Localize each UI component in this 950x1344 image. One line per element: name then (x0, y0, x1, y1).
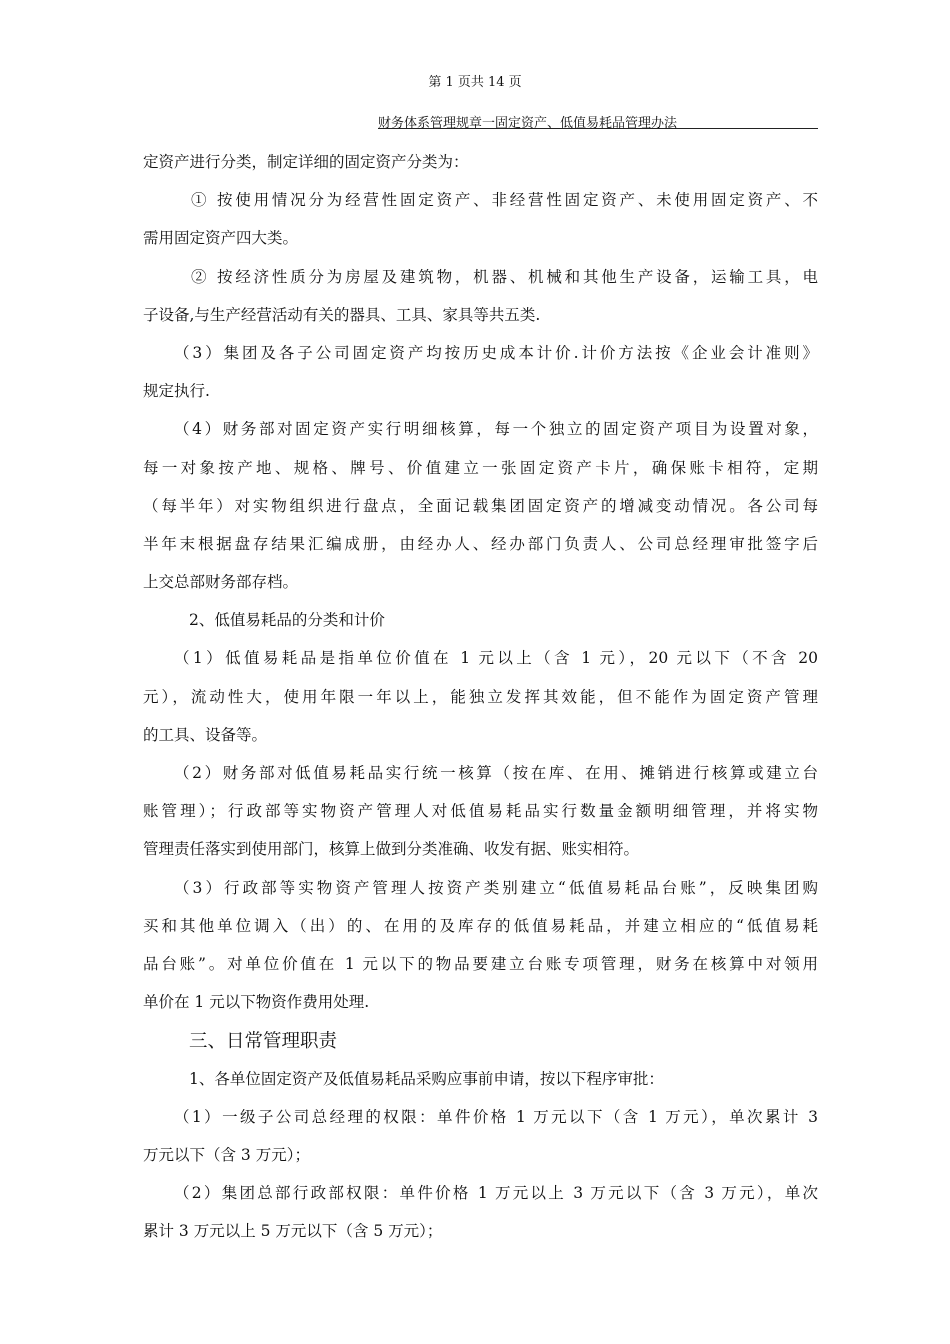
paragraph-line: 买和其他单位调入（出）的、在用的及库存的低值易耗品，并建立相应的“低值易耗 (143, 916, 818, 935)
paragraph-line: 1、各单位固定资产及低值易耗品采购应事前申请，按以下程序审批： (189, 1069, 664, 1088)
paragraph-line: （每半年）对实物组织进行盘点，全面记载集团固定资产的增减变动情况。各公司每 (143, 496, 818, 515)
paragraph-line: 子设备,与生产经营活动有关的器具、工具、家具等共五类. (143, 305, 541, 324)
paragraph-line: 累计 3 万元以上 5 万元以下（含 5 万元）； (143, 1222, 443, 1241)
paragraph-line: （3）行政部等实物资产管理人按资产类别建立“低值易耗品台账”，反映集团购 (174, 878, 818, 897)
paragraph-line: ① 按使用情况分为经营性固定资产、非经营性固定资产、未使用固定资产、不 (191, 191, 818, 210)
document-body (143, 150, 818, 1257)
paragraph-line: 2、低值易耗品的分类和计价 (189, 611, 385, 630)
paragraph-line: （1）低值易耗品是指单位价值在 1 元以上（含 1 元），20 元以下（不含 20 (174, 649, 818, 668)
running-header: 财务体系管理规章一固定资产、低值易耗品管理办法 (378, 112, 818, 129)
paragraph-line: 规定执行. (143, 382, 210, 401)
paragraph-line: （4）财务部对固定资产实行明细核算，每一个独立的固定资产项目为设置对象， (174, 420, 818, 439)
paragraph-line: （2）财务部对低值易耗品实行统一核算（按在库、在用、摊销进行核算或建立台 (174, 764, 818, 782)
paragraph-line: 每一对象按产地、规格、牌号、价值建立一张固定资产卡片，确保账卡相符，定期 (143, 458, 818, 477)
paragraph-line: 的工具、设备等。 (143, 725, 268, 744)
paragraph-line: 单价在 1 元以下物资作费用处理. (143, 993, 370, 1012)
paragraph-line: 账管理）；行政部等实物资产管理人对低值易耗品实行数量金额明细管理，并将实物 (143, 802, 818, 821)
page-number: 第 1 页共 14 页 (428, 75, 522, 90)
paragraph-line: （1）一级子公司总经理的权限：单件价格 1 万元以下（含 1 万元），单次累计 3 (174, 1107, 818, 1126)
paragraph-line: 万元以下（含 3 万元）； (143, 1145, 310, 1164)
paragraph-line: ② 按经济性质分为房屋及建筑物，机器、机械和其他生产设备，运输工具，电 (191, 267, 818, 286)
paragraph-line: 定资产进行分类，制定详细的固定资产分类为： (143, 153, 469, 171)
paragraph-line: （3）集团及各子公司固定资产均按历史成本计价.计价方法按《企业会计准则》 (174, 343, 818, 362)
paragraph-line: 上交总部财务部存档。 (143, 573, 299, 592)
paragraph-line: 品台账”。对单位价值在 1 元以下的物品要建立台账专项管理，财务在核算中对领用 (143, 954, 818, 973)
paragraph-line: 半年末根据盘存结果汇编成册，由经办人、经办部门负责人、公司总经理审批签字后 (143, 534, 818, 553)
paragraph-line: （2）集团总部行政部权限：单件价格 1 万元以上 3 万元以下（含 3 万元），单次 (174, 1184, 818, 1203)
paragraph-line: 管理责任落实到使用部门，核算上做到分类准确、收发有据、账实相符。 (143, 840, 640, 859)
paragraph-line: 元），流动性大，使用年限一年以上，能独立发挥其效能，但不能作为固定资产管理 (143, 687, 818, 706)
paragraph-line: 需用固定资产四大类。 (143, 229, 299, 248)
section-heading: 三、日常管理职责 (189, 1031, 338, 1053)
